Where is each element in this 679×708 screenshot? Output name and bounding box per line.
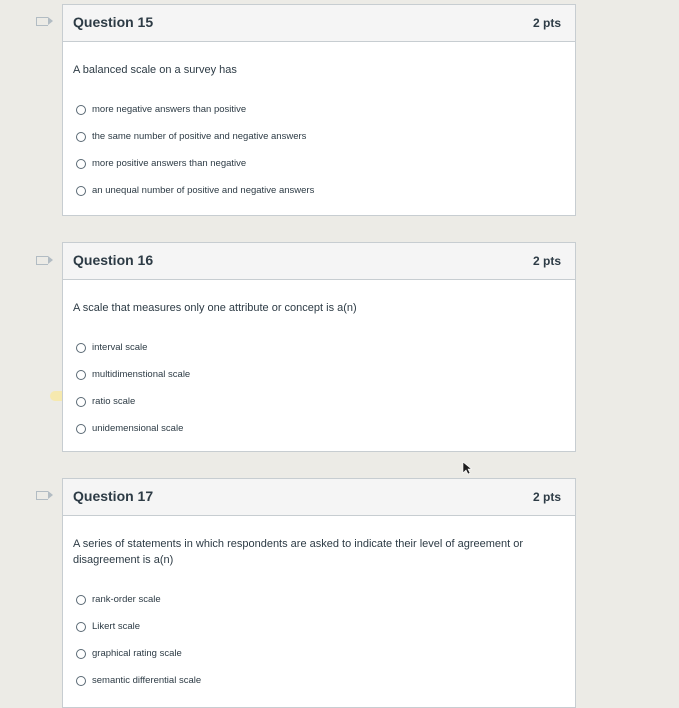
- answer-label: semantic differential scale: [92, 675, 202, 686]
- radio-button[interactable]: [76, 343, 86, 353]
- answer-option[interactable]: [73, 123, 565, 150]
- question-body: [63, 42, 575, 216]
- answer-option[interactable]: [73, 96, 565, 123]
- answer-option[interactable]: [73, 150, 565, 177]
- question-text: A balanced scale on a survey has: [73, 64, 237, 76]
- answer-label: the same number of positive and negative answers: [92, 131, 307, 142]
- radio-button[interactable]: [76, 595, 86, 605]
- question-17-card: [62, 478, 576, 708]
- answer-label: ratio scale: [92, 396, 136, 407]
- radio-button[interactable]: [76, 105, 86, 115]
- radio-button[interactable]: [76, 397, 86, 407]
- question-15-card: [62, 4, 576, 216]
- question-points: 2 pts: [532, 490, 561, 504]
- answer-option[interactable]: [73, 334, 565, 361]
- answer-option[interactable]: [73, 388, 565, 415]
- answer-option[interactable]: [73, 613, 565, 640]
- question-text: A series of statements in which respondents are asked to indicate their level of agreement or disagreement is a(n): [73, 538, 524, 566]
- radio-button[interactable]: [76, 622, 86, 632]
- question-title: Question 16: [73, 252, 154, 268]
- question-header: [63, 243, 575, 280]
- question-body: [63, 516, 575, 706]
- answer-label: more positive answers than negative: [92, 158, 247, 169]
- answer-option[interactable]: [73, 415, 565, 442]
- radio-button[interactable]: [76, 159, 86, 169]
- flag-question-icon[interactable]: [36, 17, 48, 26]
- answer-option[interactable]: [73, 177, 565, 204]
- answer-option[interactable]: [73, 361, 565, 388]
- radio-button[interactable]: [76, 649, 86, 659]
- answer-option[interactable]: [73, 667, 565, 694]
- answer-label: an unequal number of positive and negative answers: [92, 185, 315, 196]
- question-16-card: [62, 242, 576, 452]
- question-header: [63, 5, 575, 42]
- radio-button[interactable]: [76, 676, 86, 686]
- question-text: A scale that measures only one attribute or concept is a(n): [73, 302, 357, 314]
- answer-label: multidimenstional scale: [92, 369, 191, 380]
- question-body: [63, 280, 575, 454]
- answer-label: interval scale: [92, 342, 148, 353]
- radio-button[interactable]: [76, 370, 86, 380]
- radio-button[interactable]: [76, 424, 86, 434]
- mouse-cursor-icon: [462, 461, 472, 475]
- answer-label: more negative answers than positive: [92, 104, 247, 115]
- answer-option[interactable]: [73, 586, 565, 613]
- answer-option[interactable]: [73, 640, 565, 667]
- radio-button[interactable]: [76, 132, 86, 142]
- answer-label: rank-order scale: [92, 594, 161, 605]
- flag-question-icon[interactable]: [36, 256, 48, 265]
- flag-question-icon[interactable]: [36, 491, 48, 500]
- answer-label: graphical rating scale: [92, 648, 182, 659]
- question-points: 2 pts: [532, 16, 561, 30]
- question-title: Question 15: [73, 14, 154, 30]
- answer-label: unidemensional scale: [92, 423, 184, 434]
- question-points: 2 pts: [532, 254, 561, 268]
- answer-label: Likert scale: [92, 621, 141, 632]
- radio-button[interactable]: [76, 186, 86, 196]
- question-header: [63, 479, 575, 516]
- question-title: Question 17: [73, 488, 154, 504]
